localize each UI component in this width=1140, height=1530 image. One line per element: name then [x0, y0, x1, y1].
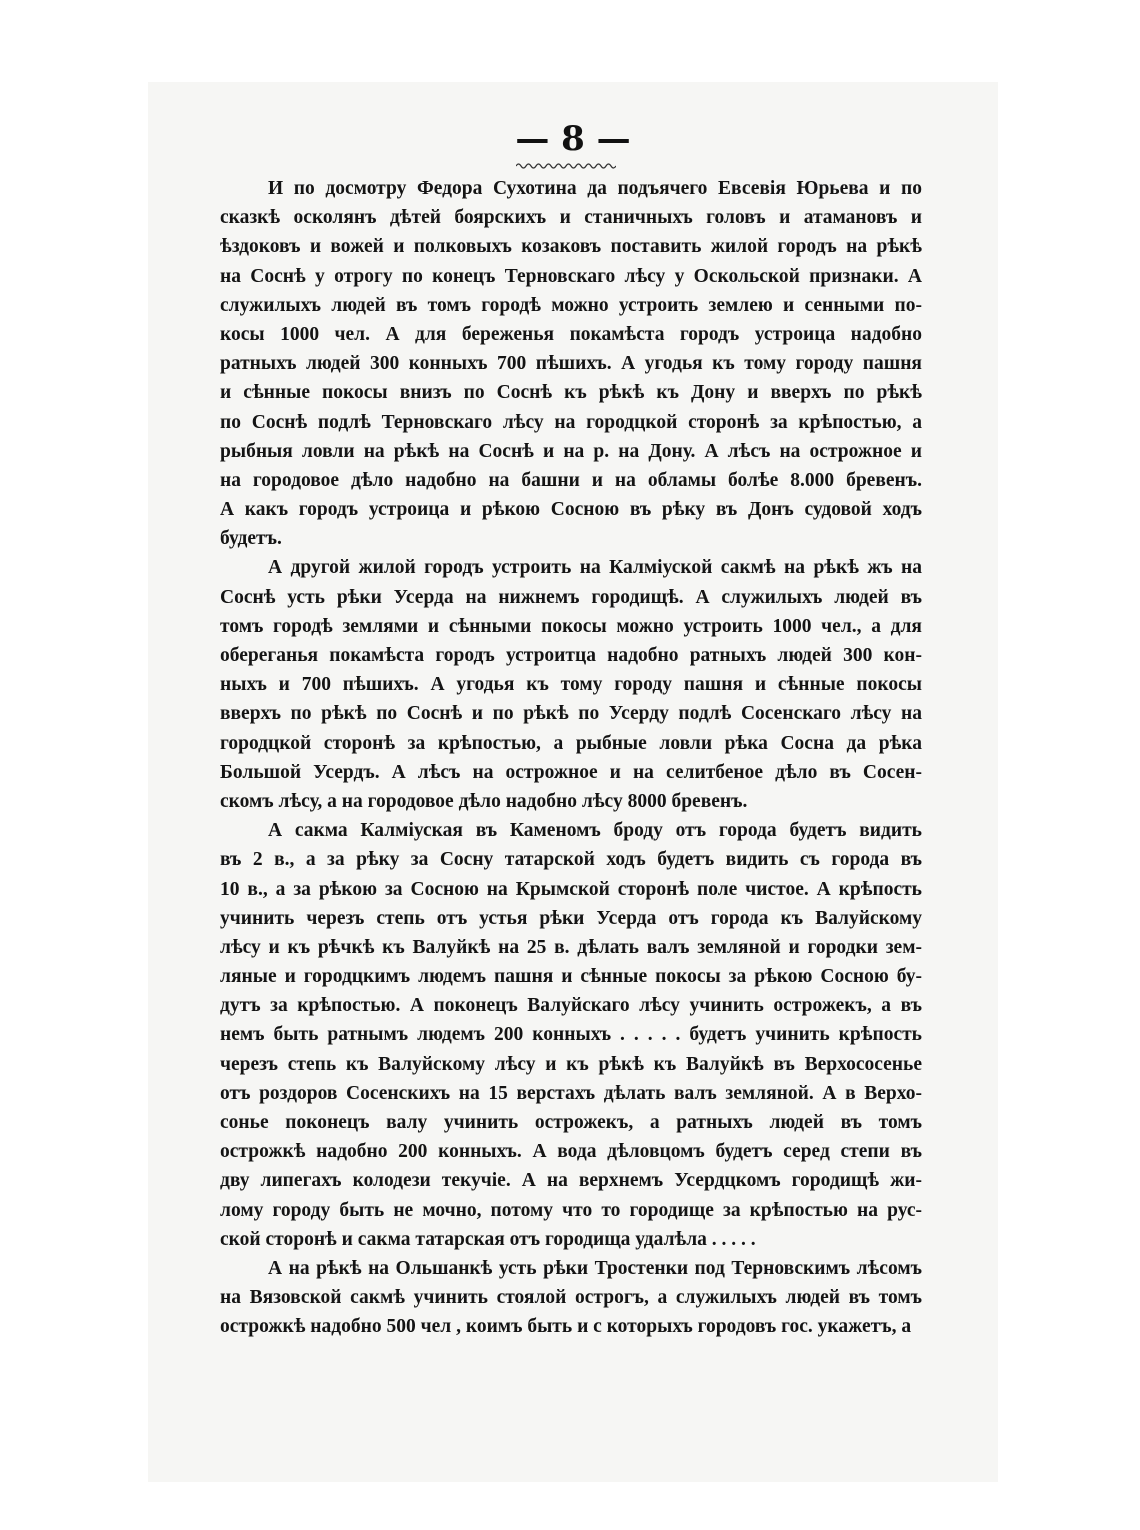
text-line: Соснѣ усть рѣки Усерда на нижнемъ городищѣ. А служилыхъ людей въ — [220, 586, 922, 608]
text-line: отъ роздоров Сосенскихъ на 15 верстахъ дѣлать валъ земляной. А в Верхо- — [220, 1082, 922, 1104]
text-line: острожкѣ надобно 200 конныхъ. А вода дѣловцомъ будетъ серед степи въ — [220, 1141, 922, 1163]
text-line: вверхъ по рѣкѣ по Соснѣ и по рѣкѣ по Усерду подлѣ Сосенскаго лѣсу на — [220, 703, 922, 725]
text-line: въ 2 в., а за рѣку за Сосну татарской ходъ будетъ видить съ города въ — [220, 849, 922, 871]
text-line: Большой Усердъ. А лѣсъ на острожное и на селитбеное дѣло въ Сосен- — [220, 761, 922, 783]
text-line: на Соснѣ у отрогу по конецъ Терновскаго лѣсу у Оскольской признаки. А — [220, 265, 922, 287]
text-line: на Вязовской сакмѣ учинить стоялой острогъ, а служилыхъ людей въ томъ — [220, 1287, 922, 1309]
text-line: и сѣнные покосы внизъ по Соснѣ къ рѣкѣ къ Дону и вверхъ по рѣкѣ — [220, 382, 922, 404]
text-line: дву липегахъ колодези текучіе. А на верхнемъ Усердцкомъ городищѣ жи- — [220, 1170, 922, 1192]
text-line: скомъ лѣсу, а на городовое дѣло надобно лѣсу 8000 бревенъ. — [220, 790, 748, 812]
text-line: черезъ степь къ Валуйскому лѣсу и къ рѣкѣ къ Валуйкѣ въ Верхососенье — [220, 1053, 922, 1075]
text-line: рыбныя ловли на рѣкѣ на Соснѣ и на р. на Дону. А лѣсъ на острожное и — [220, 440, 922, 462]
text-line: А какъ городъ устроица и рѣкою Сосною въ рѣку въ Донъ судовой ходъ — [220, 499, 922, 521]
text-line: на городовое дѣло надобно на башни и на обламы болѣе 8.000 бревенъ. — [220, 469, 922, 491]
text-line: 10 в., а за рѣкою за Сосною на Крымской сторонѣ поле чистое. А крѣпость — [220, 878, 922, 900]
paragraph — [220, 553, 922, 816]
paragraph — [220, 816, 922, 1254]
text-line: А другой жилой городъ устроить на Калміуской сакмѣ на рѣкѣ жъ на — [268, 557, 922, 579]
text-line: дутъ за крѣпостью. А поконецъ Валуйскаго лѣсу учинить острожекъ, а въ — [220, 995, 922, 1017]
paragraph — [220, 174, 922, 553]
page-number: — 8 — — [515, 119, 631, 159]
text-line: обереганья покамѣста городъ устроитца надобно ратныхъ людей 300 кон- — [220, 645, 922, 666]
book-page — [148, 82, 998, 1482]
text-line: немъ быть ратнымъ людемъ 200 конныхъ . . . . . будетъ учинить крѣпость — [220, 1024, 922, 1046]
text-line: ѣздоковъ и вожей и полковыхъ козаковъ поставить жилой городъ на рѣкѣ — [220, 236, 922, 258]
paragraph — [220, 1254, 922, 1342]
ornamental-underline — [516, 162, 616, 170]
text-line: городцкой сторонѣ за крѣпостью, а рыбные ловли рѣка Сосна да рѣка — [220, 732, 922, 754]
text-line: сонье поконецъ валу учинить острожекъ, а ратныхъ людей въ томъ — [220, 1112, 922, 1133]
body-text — [220, 174, 922, 1342]
text-line: ратныхъ людей 300 конныхъ 700 пѣшихъ. А угодья къ тому городу пашня — [220, 353, 922, 375]
text-line: будетъ. — [220, 528, 282, 550]
text-line: сказкѣ осколянъ дѣтей боярскихъ и станичныхъ головъ и атамановъ и — [220, 207, 922, 229]
text-line: учинить черезъ степь отъ устья рѣки Усерда отъ города къ Валуйскому — [220, 907, 922, 929]
text-line: томъ городѣ землями и сѣнными покосы можно устроить 1000 чел., а для — [220, 615, 922, 637]
text-line: ныхъ и 700 пѣшихъ. А угодья къ тому городу пашня и сѣнные покосы — [220, 674, 922, 696]
text-line: ской сторонѣ и сакма татарская отъ городища удалѣла . . . . . — [220, 1228, 756, 1250]
text-line: И по досмотру Федора Сухотина да подъячего Евсевія Юрьева и по — [268, 178, 922, 199]
text-line: служилыхъ людей въ томъ городѣ можно устроить землею и сенными по- — [220, 294, 922, 316]
text-line: острожкѣ надобно 500 чел , коимъ быть и с которыхъ городовъ гос. укажетъ, а — [220, 1316, 912, 1338]
text-line: лому городу быть не мочно, потому что то городище за крѣпостью на рус- — [220, 1199, 922, 1221]
text-line: по Соснѣ подлѣ Терновскаго лѣсу на городцкой сторонѣ за крѣпостью, а — [220, 411, 922, 433]
text-line: А на рѣкѣ на Ольшанкѣ усть рѣки Тростенки под Терновскимъ лѣсомъ — [268, 1257, 922, 1279]
text-line: А сакма Калміуская въ Каменомъ броду отъ города будетъ видить — [268, 820, 922, 842]
text-line: косы 1000 чел. А для береженья покамѣста городъ устроица надобно — [220, 323, 922, 345]
text-line: ляные и городцкимъ людемъ пашня и сѣнные покосы за рѣкою Сосною бу- — [220, 966, 922, 988]
text-line: лѣсу и къ рѣчкѣ къ Валуйкѣ на 25 в. дѣлать валъ земляной и городки зем- — [220, 936, 922, 958]
